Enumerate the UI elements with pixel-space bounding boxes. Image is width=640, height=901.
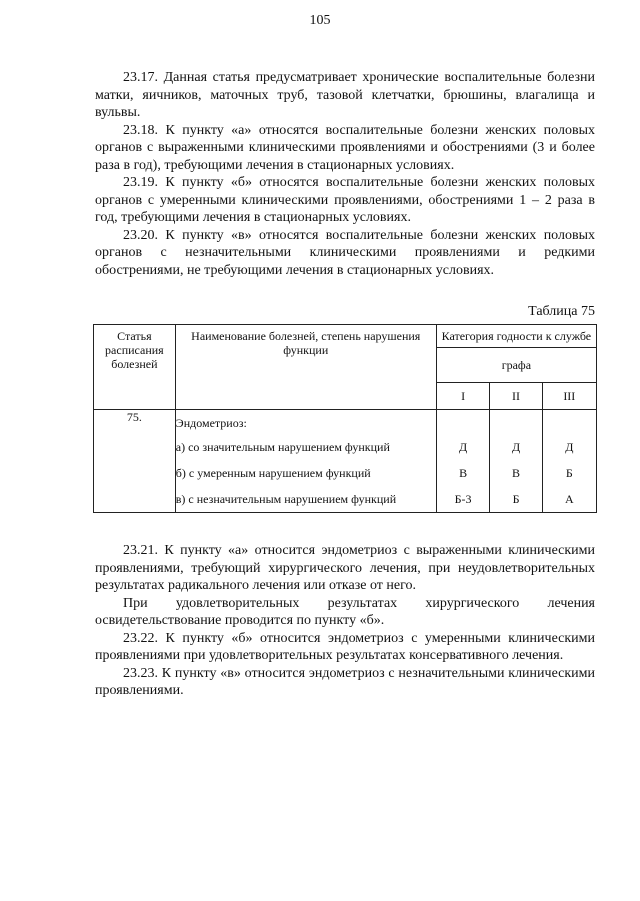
- paragraph: 23.18. К пункту «а» относятся воспалительные болезни женских половых органов с выраженными клиническими проявлениями и обострениями (3 и более раза в год), требующими лечения в стационарных условиях.: [95, 122, 595, 173]
- category-value: Б: [512, 492, 520, 506]
- disease-description: [175, 410, 436, 513]
- header-col-ii: II: [490, 383, 542, 410]
- paragraph: 23.20. К пункту «в» относятся воспалительные болезни женских половых органов с незначительными клиническими проявлениями и редкими обострениями, не требующими лечения в стационарных условиях.: [95, 227, 595, 278]
- category-col-ii: [490, 410, 542, 513]
- header-col-i: I: [436, 383, 490, 410]
- disease-item: в) с незначительным нарушением функций: [175, 492, 397, 506]
- category-value: В: [459, 466, 468, 480]
- header-category: Категория годности к службе: [436, 325, 596, 348]
- disease-item: а) со значительным нарушением функций: [175, 440, 390, 454]
- paragraph: 23.17. Данная статья предусматривает хронические воспалительные болезни матки, яичников, маточных труб, тазовой клетчатки, брюшины, влагалища и вульвы.: [95, 70, 595, 120]
- text-block-bottom: [95, 542, 595, 700]
- page-number: 105: [309, 13, 331, 28]
- article-number: [94, 410, 176, 513]
- category-value: Д: [458, 440, 468, 454]
- category-col-iii: [542, 410, 596, 513]
- header-diseases: Наименование болезней, степень нарушения функции: [175, 325, 436, 410]
- disease-item: б) с умеренным нарушением функций: [175, 466, 371, 480]
- article-number-text: 75.: [126, 410, 142, 424]
- category-value: А: [564, 492, 574, 506]
- paragraph: 23.22. К пункту «б» относится эндометриоз с умеренными клиническими проявлениями при удовлетворительных результатах консервативного лечения.: [95, 630, 595, 663]
- category-value: Д: [511, 440, 521, 454]
- header-grafa: графа: [436, 348, 596, 383]
- text-block-top: [95, 69, 595, 279]
- paragraph: 23.21. К пункту «а» относится эндометриоз с выраженными клиническими проявлениями, требующий хирургического лечения, при неудовлетворительных результатах радикального лечения или отказе от него.: [95, 543, 595, 593]
- header-article: Статья расписания болезней: [94, 325, 176, 410]
- paragraph: 23.23. К пункту «в» относится эндометриоз с незначительными клиническими проявлениями.: [95, 665, 595, 698]
- header-col-iii: III: [542, 383, 596, 410]
- table-row: [94, 410, 597, 513]
- table-caption: Таблица 75: [528, 304, 595, 319]
- category-col-i: [436, 410, 490, 513]
- category-value: Б: [565, 466, 573, 480]
- paragraph: При удовлетворительных результатах хирургического лечения освидетельствование проводится по пункту «б».: [95, 595, 595, 628]
- category-value: В: [512, 466, 521, 480]
- category-value: Д: [565, 440, 574, 454]
- category-value: Б-3: [454, 492, 472, 506]
- disease-table: [93, 324, 597, 513]
- disease-title: Эндометриоз:: [175, 416, 247, 430]
- paragraph: 23.19. К пункту «б» относятся воспалительные болезни женских половых органов с умеренными клиническими проявлениями, обострениями 1 – 2 раза в год, требующими лечения в стационарных условиях.: [95, 175, 595, 225]
